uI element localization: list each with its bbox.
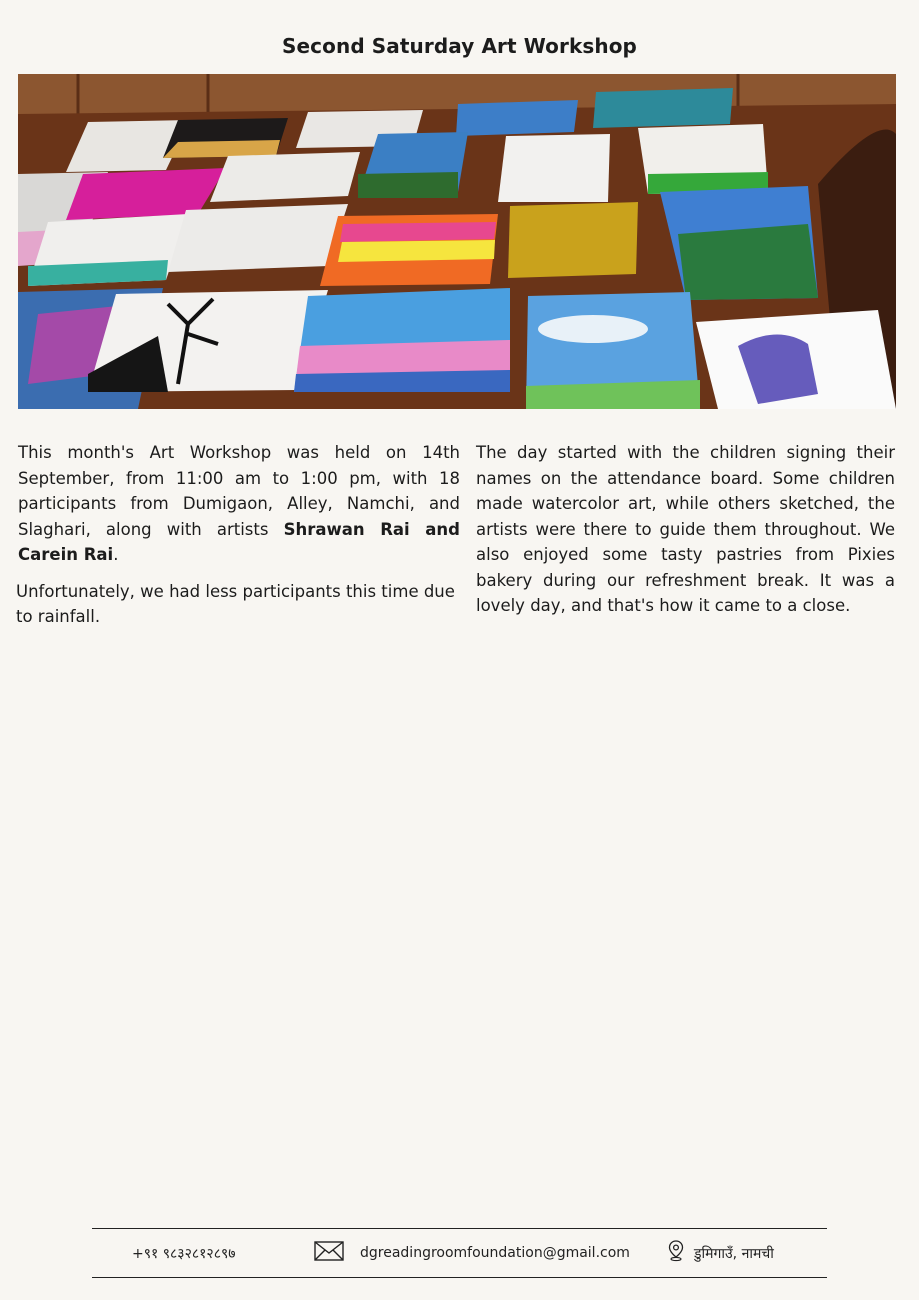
article-paragraph: This month's Art Workshop was held on 14th September, from 11:00 am to 1:00 pm, with 18 participants from Dumigaon, Alley, Namchi, and Slaghari, along with artists Shrawan Rai and Carein Rai. [18, 443, 460, 564]
mail-icon [314, 1241, 344, 1265]
article-left-column [18, 440, 460, 641]
footer-email [314, 1240, 630, 1266]
location-pin-icon [668, 1240, 684, 1266]
artist-names: Shrawan Rai and Carein Rai [18, 519, 460, 564]
article-paragraph: The day started with the children signing their names on the attendance board. Some children made watercolor art, while others sketched, the artists were there to guide them throughout. We also enjoyed some tasty pastries from Pixies bakery during our refreshment break. It was a lovely day, and that's how it came to a close. [476, 443, 895, 615]
workshop-artworks-photo [18, 74, 896, 409]
footer-phone [132, 1240, 236, 1266]
page-title: Second Saturday Art Workshop [282, 34, 637, 58]
footer-divider [92, 1228, 827, 1229]
footer-divider [92, 1277, 827, 1278]
contact-footer [92, 1240, 827, 1266]
article-paragraph: Unfortunately, we had less participants this time due to rainfall. [16, 581, 455, 626]
article-right-column [476, 440, 895, 630]
location-text: डुमिगाउँ, नामची [694, 1245, 774, 1262]
email-address: dgreadingroomfoundation@gmail.com [360, 1245, 630, 1261]
phone-number: +९१ ९८३२८१२८९७ [132, 1245, 236, 1262]
footer-location [668, 1240, 774, 1266]
